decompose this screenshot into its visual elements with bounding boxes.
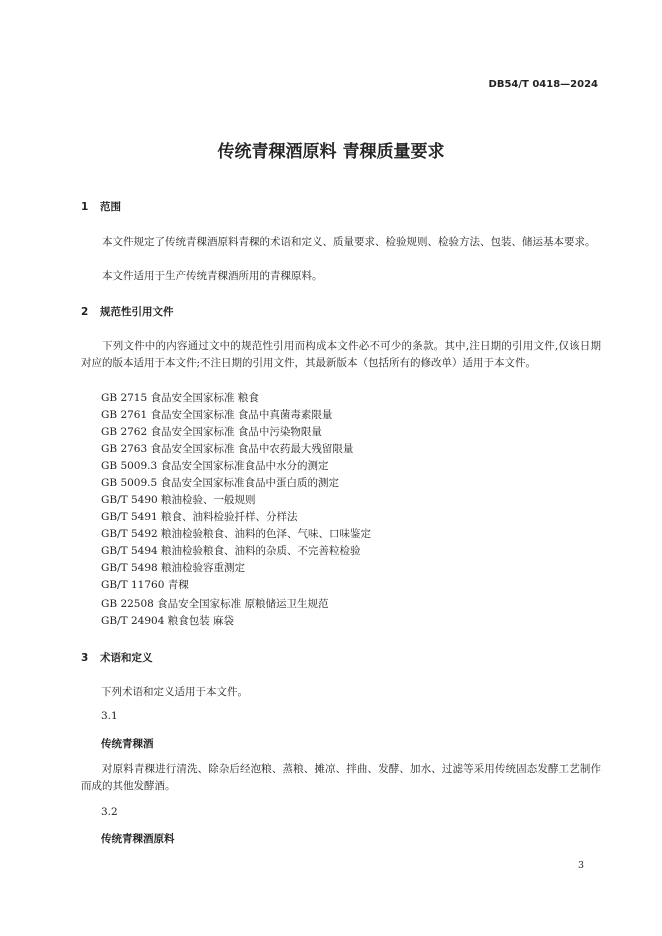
- reference-item: GB/T 5494 粮油检验粮食、油料的杂质、不完善粒检验: [101, 545, 361, 557]
- paragraph: 下列术语和定义适用于本文件。: [101, 686, 248, 698]
- standard-code: DB54/T 0418—2024: [488, 79, 598, 90]
- term-number: 3.1: [101, 710, 118, 722]
- reference-item: GB 2763 食品安全国家标准 食品中农药最大残留限量: [101, 443, 354, 455]
- section-2-heading: [81, 304, 174, 319]
- reference-item: GB/T 24904 粮食包装 麻袋: [101, 615, 235, 627]
- reference-item: GB 2762 食品安全国家标准 食品中污染物限量: [101, 426, 322, 438]
- term-number: 3.2: [101, 806, 118, 818]
- section-title: 规范性引用文件: [100, 306, 174, 318]
- section-number: 1: [81, 201, 89, 213]
- reference-item: GB 2715 食品安全国家标准 粮食: [101, 392, 259, 404]
- section-title: 范围: [100, 201, 121, 213]
- section-number: 3: [81, 652, 89, 664]
- reference-item: GB 5009.5 食品安全国家标准食品中蛋白质的测定: [101, 477, 340, 489]
- section-number: 2: [81, 306, 89, 318]
- paragraph: 下列文件中的内容通过文中的规范性引用而构成本文件必不可少的条款。其中,注日期的引用文件,仅该日期对应的版本适用于本文件;不注日期的引用文件，其最新版本（包括所有的修改单）适用于本文件。: [81, 340, 601, 369]
- reference-item: GB/T 5490 粮油检验、一般规则: [101, 494, 256, 506]
- reference-item: GB/T 5491 粮食、油料检验扦样、分样法: [101, 511, 298, 523]
- section-1-heading: [81, 199, 121, 214]
- page-number: 3: [577, 860, 584, 871]
- paragraph: 本文件规定了传统青稞酒原料青稞的术语和定义、质量要求、检验规则、检验方法、包装、储运基本要求。: [102, 236, 596, 248]
- term-definition: 对原料青稞进行清洗、除杂后经泡粮、蒸粮、摊凉、拌曲、发酵、加水、过滤等采用传统固态发酵工艺制作而成的其他发酵酒。: [81, 763, 601, 792]
- reference-item: GB/T 11760 青稞: [101, 579, 189, 591]
- section-title: 术语和定义: [100, 652, 153, 664]
- term-title: 传统青稞酒原料: [101, 833, 175, 845]
- reference-item: GB 2761 食品安全国家标准 食品中真菌毒素限量: [101, 409, 333, 421]
- document-title: 传统青稞酒原料 青稞质量要求: [217, 142, 445, 162]
- reference-item: GB 5009.3 食品安全国家标准食品中水分的测定: [101, 460, 329, 472]
- reference-item: GB/T 5498 粮油检验容重测定: [101, 562, 246, 574]
- term-title: 传统青稞酒: [101, 738, 154, 750]
- reference-item: GB/T 5492 粮油检验粮食、油料的色泽、气味、口味鉴定: [101, 528, 372, 540]
- reference-item: GB 22508 食品安全国家标准 原粮储运卫生规范: [101, 598, 329, 610]
- section-3-heading: [81, 650, 153, 665]
- paragraph: 本文件适用于生产传统青稞酒所用的青稞原料。: [102, 270, 323, 282]
